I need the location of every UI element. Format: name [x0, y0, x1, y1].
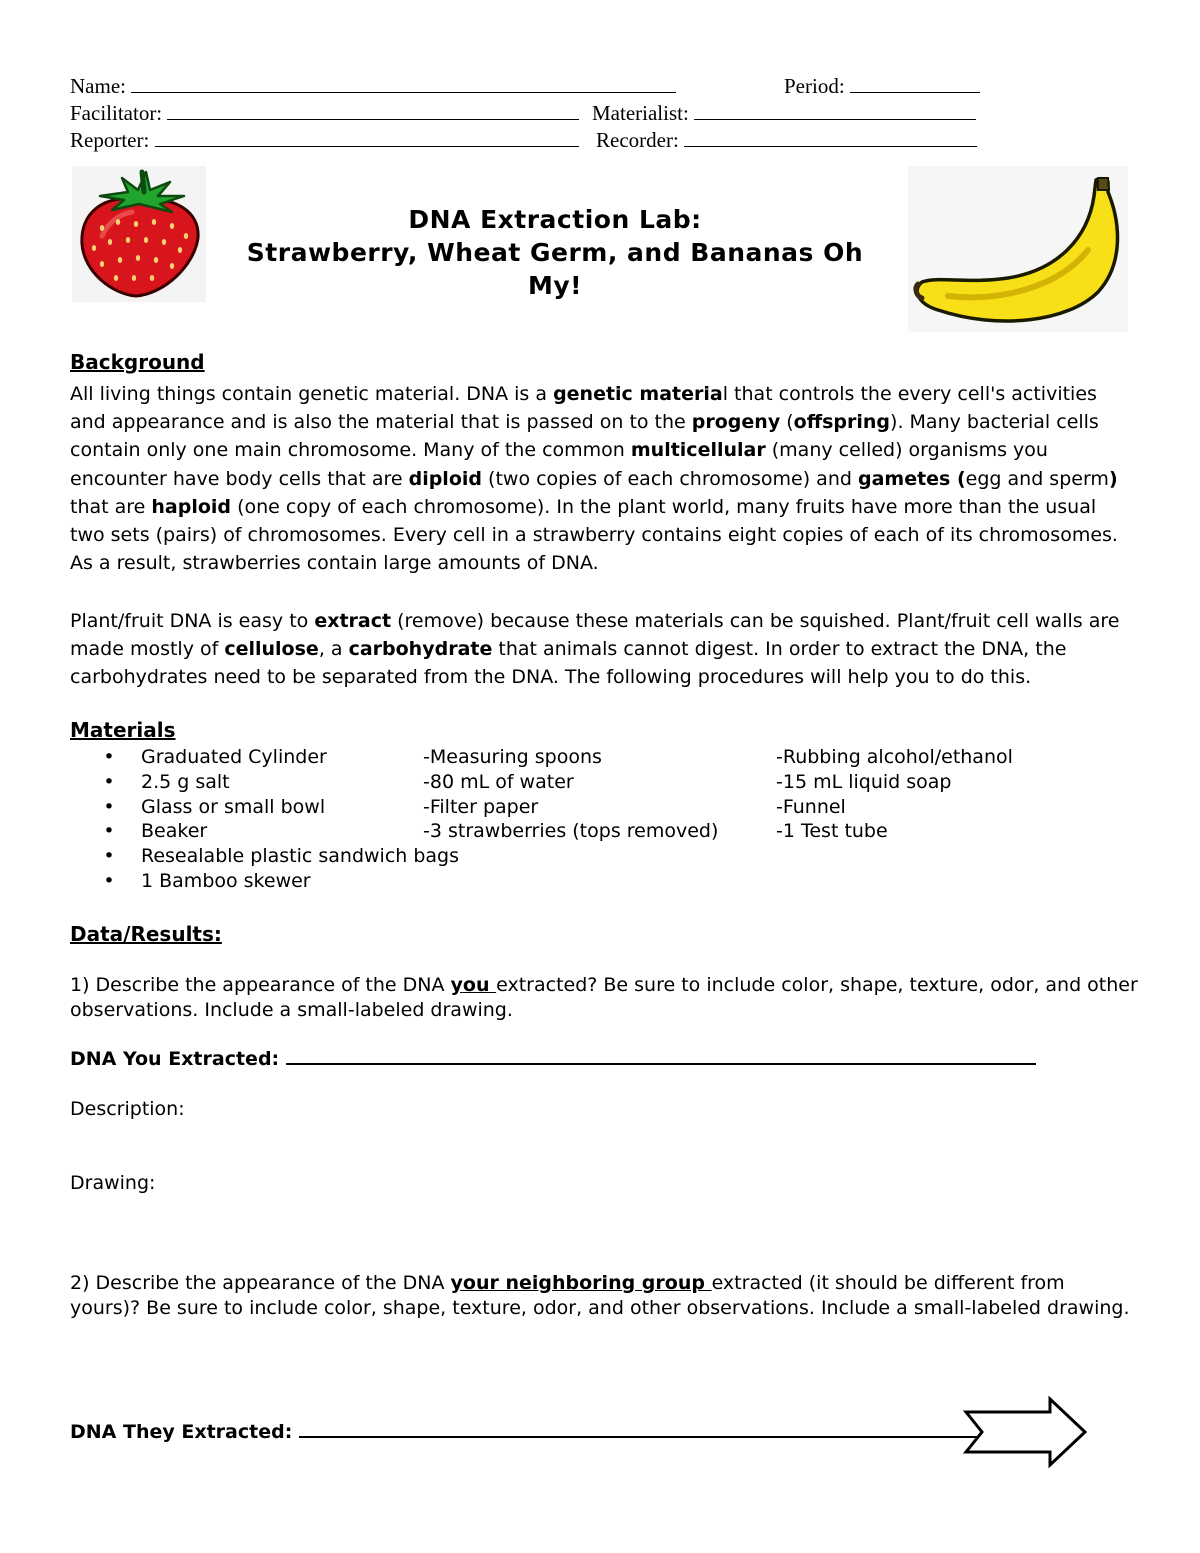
name-row: [70, 72, 676, 100]
text-run: gametes (: [857, 467, 966, 490]
question-2-post: extracted (it should be different from yours)? Be sure to include color, shape, texture, odor, and other observations. Include a small-labeled drawing.: [70, 1272, 1130, 1319]
text-run: extract: [314, 610, 392, 632]
text-run: haploid: [151, 495, 232, 518]
question-1-emphasis: you: [450, 974, 497, 996]
question-1-pre: 1) Describe the appearance of the DNA: [70, 974, 451, 996]
period-label: Period:: [784, 74, 845, 98]
text-run: (remove) because these materials can be squished. Plant/fruit cell walls are made mostly of: [70, 610, 1120, 661]
reporter-field[interactable]: [155, 126, 579, 147]
materials-heading: Materials: [70, 718, 176, 742]
material-item: Beaker: [141, 820, 208, 843]
text-run: All living things contain genetic material. DNA is a: [70, 383, 554, 405]
recorder-row: [596, 126, 977, 154]
text-run: Plant/fruit DNA is easy to: [70, 610, 315, 632]
dna-they-extracted-field[interactable]: [299, 1422, 979, 1438]
bullet-icon: •: [103, 746, 115, 768]
text-run: (: [780, 411, 794, 434]
name-field[interactable]: [131, 72, 676, 93]
text-run: (two copies of each chromosome) and: [482, 467, 858, 490]
dna-you-extracted-label: DNA You Extracted:: [70, 1048, 280, 1070]
results-heading: Data/Results:: [70, 922, 222, 946]
reporter-label: Reporter:: [70, 128, 150, 152]
background-paragraph-1: [70, 380, 1135, 577]
background-paragraph-2: [70, 607, 1135, 692]
bullet-icon: •: [103, 820, 115, 843]
banana-icon: [908, 166, 1128, 332]
page-title: [220, 203, 890, 302]
text-run: ): [1108, 467, 1118, 490]
question-2-emphasis: your neighboring group: [450, 1272, 712, 1294]
text-run: ). Many bacterial cells contain only one main chromosome. Many of the common: [70, 411, 1099, 462]
facilitator-label: Facilitator:: [70, 101, 163, 125]
text-run: multicellular: [630, 439, 766, 462]
text-run: cellulose: [224, 638, 319, 661]
text-run: diploid: [408, 467, 482, 490]
material-item: -Measuring spoons: [423, 746, 602, 768]
bullet-icon: •: [103, 770, 115, 793]
description-label: Description:: [70, 1098, 185, 1120]
facilitator-row: [70, 99, 579, 127]
text-run: (one copy of each chromosome). In the plant world, many fruits have more than the usual two sets (pairs) of chromosomes. Every cell in a strawberry contains eight copies of each of its chromosomes. As a result, strawberries contain large amounts of DNA.: [70, 495, 1118, 575]
bullet-icon: •: [103, 870, 115, 892]
facilitator-field[interactable]: [167, 99, 579, 120]
recorder-label: Recorder:: [596, 128, 679, 152]
right-arrow-icon[interactable]: [962, 1396, 1090, 1468]
materialist-field[interactable]: [694, 99, 976, 120]
material-item: 1 Bamboo skewer: [141, 870, 311, 892]
recorder-field[interactable]: [684, 126, 977, 147]
dna-they-extracted-row: [70, 1421, 979, 1443]
text-run: genetic materia: [553, 383, 723, 405]
title-line-1: DNA Extraction Lab:: [408, 205, 702, 234]
dna-you-extracted-row: [70, 1048, 1036, 1070]
title-line-3: My!: [527, 271, 583, 300]
material-item: -15 mL liquid soap: [776, 770, 952, 793]
materialist-row: [592, 99, 976, 127]
dna-you-extracted-field[interactable]: [286, 1049, 1036, 1065]
material-item: -1 Test tube: [776, 820, 888, 843]
text-run: egg and sperm: [965, 467, 1109, 490]
period-row: [784, 72, 980, 100]
material-item: Resealable plastic sandwich bags: [141, 845, 460, 868]
question-1: [70, 973, 1140, 1023]
name-label: Name:: [70, 74, 126, 98]
material-item: -Filter paper: [423, 795, 539, 818]
material-item: -80 mL of water: [423, 770, 574, 793]
material-item: -3 strawberries (tops removed): [423, 820, 719, 843]
text-run: , a: [318, 638, 349, 661]
dna-they-extracted-label: DNA They Extracted:: [70, 1421, 293, 1443]
drawing-label: Drawing:: [70, 1172, 156, 1194]
strawberry-icon: [72, 166, 206, 302]
text-run: that are: [70, 495, 152, 518]
material-item: Glass or small bowl: [141, 795, 326, 818]
text-run: carbohydrate: [348, 638, 493, 661]
material-item: -Funnel: [776, 795, 846, 818]
material-item: -Rubbing alcohol/ethanol: [776, 746, 1013, 768]
bullet-icon: •: [103, 795, 115, 818]
materialist-label: Materialist:: [592, 101, 689, 125]
text-run: l that controls the every cell's activities and appearance and is also the material that is passed on to the: [70, 383, 1097, 434]
text-run: that animals cannot digest. In order to extract the DNA, the carbohydrates need to be separated from the DNA. The following procedures will help you to do this.: [70, 638, 1067, 689]
material-item: Graduated Cylinder: [141, 746, 327, 768]
text-run: (many celled) organisms you encounter have body cells that are: [70, 439, 1048, 490]
text-run: progeny: [691, 411, 781, 434]
background-heading: Background: [70, 350, 205, 374]
question-2-pre: 2) Describe the appearance of the DNA: [70, 1272, 451, 1294]
title-line-2: Strawberry, Wheat Germ, and Bananas Oh: [246, 238, 864, 267]
text-run: offspring: [793, 411, 891, 434]
period-field[interactable]: [850, 72, 980, 93]
reporter-row: [70, 126, 579, 154]
bullet-icon: •: [103, 845, 115, 868]
question-1-post: extracted? Be sure to include color, shape, texture, odor, and other observations. Include a small-labeled drawing.: [70, 974, 1138, 1021]
question-2: [70, 1271, 1140, 1321]
material-item: 2.5 g salt: [141, 770, 230, 793]
